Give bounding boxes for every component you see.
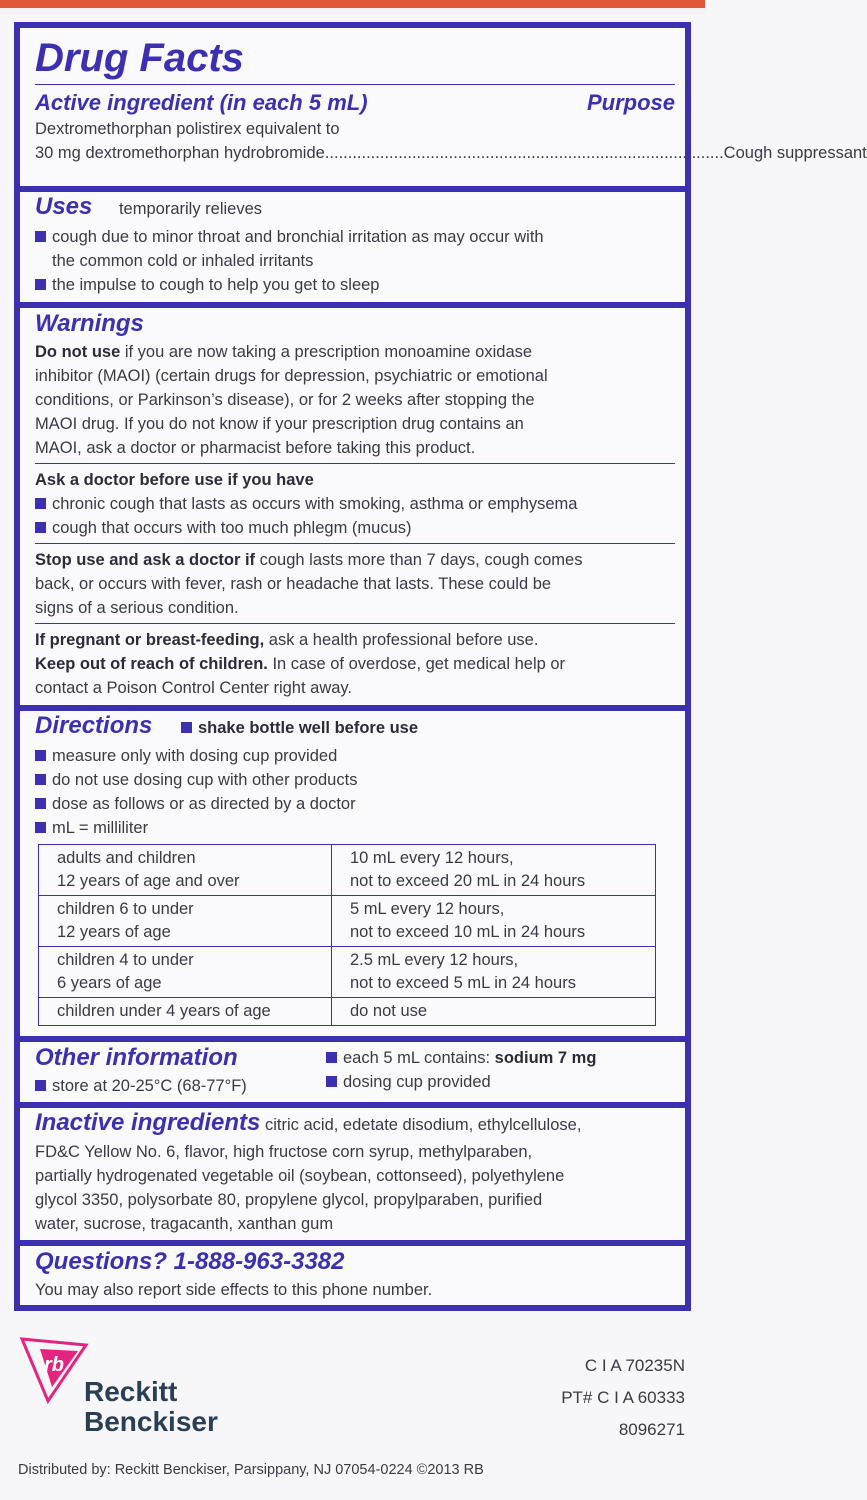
uses-section: Uses temporarily relieves cough due to minor throat and bronchial irritation as may occur with the common cold or inhaled irritants the impulse to cough to help you get to sleep [20, 192, 685, 302]
warnings-section: Warnings Do not use if you are now taking a prescription monoamine oxidase inhibitor (MAOI) (certain drugs for depression, psychiatric or emotional conditions, or Parkinson’s disease), or for 2 weeks after stopping the MAOI drug. If you do not know if your prescription drug contains an MAOI, ask a doctor or pharmacist before taking this product. Ask a doctor before use if you have chronic cough that lasts as occurs with smoking, asthma or emphysema cough that occurs with too much phlegm (mucus) Stop use and ask a doctor if cough lasts more than 7 days, cough comes back, or occurs with fever, rash or headache that lasts. These could be signs of a serious condition. If pregnant or breast-feeding, ask a health professional before use. Keep out of reach of children. In case of overdose, get medical help or contact a Poison Control Center right away. [20, 308, 685, 705]
directions-item: dose as follows or as directed by a doctor [35, 792, 675, 816]
do-not-use-label: Do not use [35, 343, 121, 361]
top-color-strip [0, 0, 705, 14]
ask-doctor-item: cough that occurs with too much phlegm (mucus) [35, 516, 675, 540]
purpose-value: Cough suppressant [723, 144, 867, 162]
divider [35, 463, 675, 464]
uses-item: the impulse to cough to help you get to sleep [35, 273, 675, 297]
pregnant-label: If pregnant or breast-feeding, [35, 631, 265, 649]
brand-name: Reckitt Benckiser [84, 1376, 218, 1437]
distributed-by: Distributed by: Reckitt Benckiser, Parsippany, NJ 07054-0224 ©2013 RB [18, 1462, 484, 1478]
active-ingredient-line2: 30 mg dextromethorphan hydrobromide ....................................................................................... Cough suppressant [35, 141, 675, 165]
table-row: adults and children 12 years of age and over 10 mL every 12 hours, not to exceed 20 mL in 24 hours [39, 845, 656, 896]
stop-use-label: Stop use and ask a doctor if [35, 551, 256, 569]
dosage-table [38, 844, 656, 1026]
drug-facts-title: Drug Facts [35, 36, 244, 80]
ask-doctor-item: chronic cough that lasts as occurs with smoking, asthma or emphysema [35, 492, 675, 516]
keep-out-label: Keep out of reach of children. [35, 655, 268, 673]
questions-heading: Questions? 1-888-963-3382 [35, 1248, 345, 1275]
rb-logo-icon [18, 1335, 90, 1405]
inactive-ingredients-section: Inactive ingredients citric acid, edetate disodium, ethylcellulose, FD&C Yellow No. 6, flavor, high fructose corn syrup, methylparaben, partially hydrogenated vegetable oil (soybean, cottonseed), polyethylene glycol 3350, polysorbate 80, propylene glycol, propylparaben, purified water, sucrose, tragacanth, xanthan gum [20, 1108, 685, 1240]
divider [35, 543, 675, 544]
uses-item: cough due to minor throat and bronchial irritation as may occur with [35, 225, 675, 249]
table-row: children under 4 years of age do not use [39, 998, 656, 1026]
drug-facts-panel [14, 22, 867, 1311]
active-ingredient-heading: Active ingredient (in each 5 mL) [35, 90, 368, 115]
table-row: children 4 to under 6 years of age 2.5 mL every 12 hours, not to exceed 5 mL in 24 hours [39, 947, 656, 998]
divider [35, 623, 675, 624]
warnings-heading: Warnings [35, 310, 144, 337]
other-item: dosing cup provided [326, 1070, 596, 1094]
uses-intro: temporarily relieves [118, 200, 263, 218]
questions-section [20, 1246, 685, 1305]
other-information-section [20, 1042, 685, 1102]
directions-item: do not use dosing cup with other products [35, 768, 675, 792]
svg-text:rb: rb [44, 1354, 64, 1376]
active-ingredient-line1: Dextromethorphan polistirex equivalent to [35, 120, 340, 138]
shake-instruction: shake bottle well before use [197, 719, 419, 737]
directions-heading: Directions [35, 712, 153, 739]
directions-section [20, 711, 685, 1036]
other-item: store at 20-25°C (68-77°F) [35, 1074, 675, 1098]
active-ingredient-section [20, 28, 867, 186]
purpose-heading: Purpose [586, 90, 675, 115]
product-codes: C I A 70235N PT# C I A 60333 8096271 [561, 1356, 685, 1439]
other-item: each 5 mL contains: sodium 7 mg [326, 1046, 596, 1070]
other-information-heading: Other information [35, 1044, 238, 1071]
directions-item: measure only with dosing cup provided [35, 744, 675, 768]
ask-doctor-heading: Ask a doctor before use if you have [35, 471, 314, 489]
uses-heading: Uses [35, 193, 93, 220]
inactive-ingredients-heading: Inactive ingredients [35, 1109, 261, 1136]
questions-text: You may also report side effects to this phone number. [35, 1281, 433, 1299]
active-ingredient-heading-row [35, 89, 675, 117]
table-row: children 6 to under 12 years of age 5 mL every 12 hours, not to exceed 10 mL in 24 hours [39, 896, 656, 947]
directions-item: mL = milliliter [35, 816, 675, 840]
